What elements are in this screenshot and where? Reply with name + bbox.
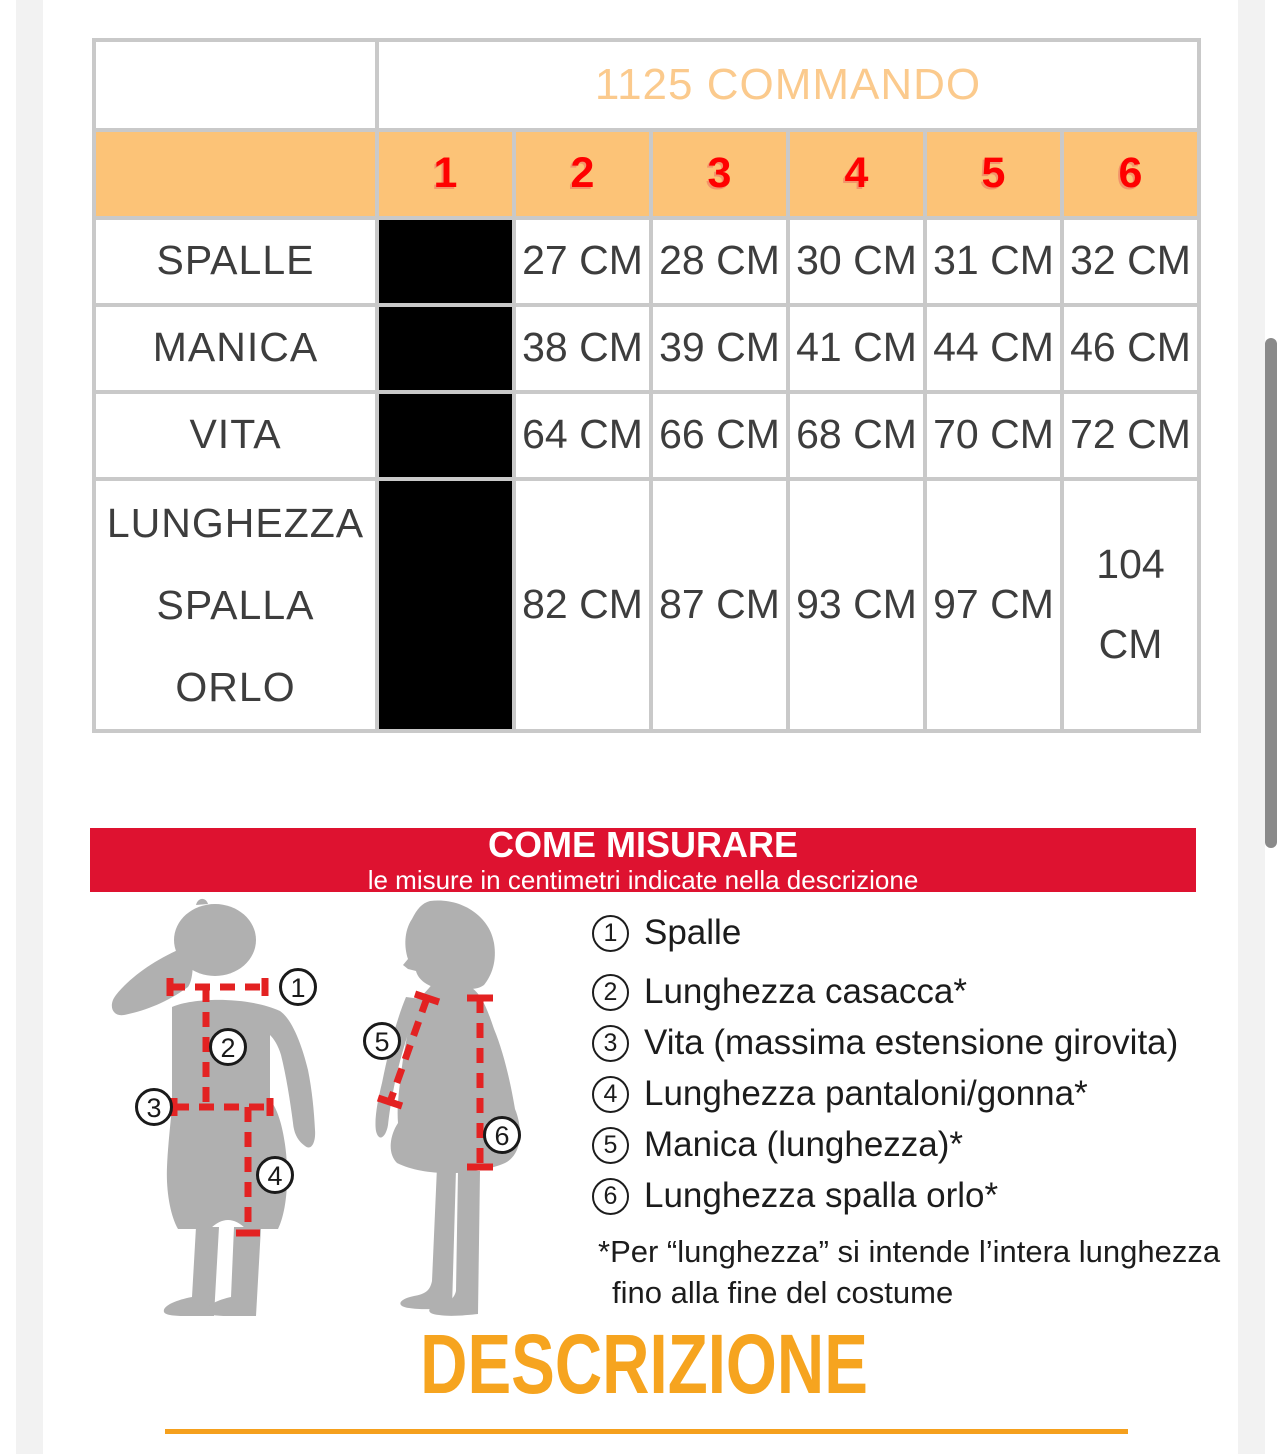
blacked-out-cell xyxy=(377,392,514,479)
row-label: VITA xyxy=(94,392,377,479)
diagram-marker-4 xyxy=(258,1158,293,1193)
measure-cell: 97 CM xyxy=(925,479,1062,731)
measure-cell: 70 CM xyxy=(925,392,1062,479)
diagram-marker-2 xyxy=(211,1030,246,1065)
measure-cell: 41 CM xyxy=(788,305,925,392)
size-header-row xyxy=(94,130,1199,218)
legend-footnote xyxy=(598,1231,1220,1313)
diagram-marker-6 xyxy=(485,1118,520,1153)
blacked-out-cell xyxy=(377,218,514,305)
legend-label: Lunghezza casacca* xyxy=(644,972,967,1011)
measure-cell: 72 CM xyxy=(1062,392,1199,479)
table-row-vita xyxy=(94,392,1199,479)
table-row-manica xyxy=(94,305,1199,392)
legend-item xyxy=(592,1177,1272,1215)
circled-number-icon: 1 xyxy=(592,915,629,952)
circled-number-icon: 2 xyxy=(592,974,629,1011)
svg-text:5: 5 xyxy=(374,1027,390,1057)
description-heading: DESCRIZIONE xyxy=(420,1317,868,1411)
circled-number-icon: 5 xyxy=(592,1127,629,1164)
size-header-4: 4 xyxy=(788,130,925,218)
row-label: SPALLE xyxy=(94,218,377,305)
footnote-line-2: fino alla fine del costume xyxy=(612,1275,954,1310)
measure-cell: 38 CM xyxy=(514,305,651,392)
measure-cell: 104 CM xyxy=(1062,479,1199,731)
svg-text:3: 3 xyxy=(146,1093,162,1123)
size-header-1: 1 xyxy=(377,130,514,218)
measure-cell: 28 CM xyxy=(651,218,788,305)
page-margin-left xyxy=(16,0,43,1454)
table-title-row xyxy=(94,40,1199,130)
legend-item xyxy=(592,1024,1272,1062)
description-underline xyxy=(165,1429,1128,1434)
size-header-5: 5 xyxy=(925,130,1062,218)
measure-cell: 68 CM xyxy=(788,392,925,479)
banner-title: COME MISURARE xyxy=(487,824,798,865)
legend-label: Spalle xyxy=(644,913,742,952)
measure-cell: 44 CM xyxy=(925,305,1062,392)
diagram-marker-5 xyxy=(365,1024,400,1059)
measure-cell: 32 CM xyxy=(1062,218,1199,305)
legend-label: Vita (massima estensione girovita) xyxy=(644,1023,1179,1062)
measure-cell: 30 CM xyxy=(788,218,925,305)
measurement-legend xyxy=(592,914,1272,1228)
legend-item xyxy=(592,973,1272,1011)
measurement-diagram xyxy=(100,895,580,1335)
how-to-measure-banner xyxy=(90,824,1196,895)
blacked-out-cell xyxy=(377,479,514,731)
size-header-6: 6 xyxy=(1062,130,1199,218)
diagram-marker-3 xyxy=(137,1090,172,1125)
table-row-lunghezza-spalla-orlo xyxy=(94,479,1199,731)
measure-cell: 39 CM xyxy=(651,305,788,392)
size-header-2: 2 xyxy=(514,130,651,218)
row-label: LUNGHEZZA SPALLA ORLO xyxy=(94,479,377,731)
measure-cell: 82 CM xyxy=(514,479,651,731)
footnote-line-1: *Per “lunghezza” si intende l’intera lunghezza xyxy=(598,1234,1221,1269)
legend-label: Lunghezza spalla orlo* xyxy=(644,1176,999,1215)
svg-text:4: 4 xyxy=(267,1161,283,1191)
svg-text:6: 6 xyxy=(494,1121,510,1151)
banner-subtitle: le misure in centimetri indicate nella descrizione xyxy=(367,865,919,895)
size-header-3: 3 xyxy=(651,130,788,218)
product-title: 1125 COMMANDO xyxy=(377,40,1199,130)
circled-number-icon: 3 xyxy=(592,1025,629,1062)
svg-text:1: 1 xyxy=(290,973,306,1003)
page-margin-right xyxy=(1238,0,1265,1454)
circled-number-icon: 4 xyxy=(592,1076,629,1113)
legend-item xyxy=(592,1075,1272,1113)
measure-cell: 66 CM xyxy=(651,392,788,479)
legend-label: Manica (lunghezza)* xyxy=(644,1125,964,1164)
description-section xyxy=(92,1317,1196,1411)
table-row-spalle xyxy=(94,218,1199,305)
svg-text:2: 2 xyxy=(220,1033,236,1063)
legend-label: Lunghezza pantaloni/gonna* xyxy=(644,1074,1088,1113)
measure-cell: 64 CM xyxy=(514,392,651,479)
diagram-marker-1 xyxy=(281,970,316,1005)
girl-silhouette xyxy=(375,900,520,1315)
row-label: MANICA xyxy=(94,305,377,392)
circled-number-icon: 6 xyxy=(592,1178,629,1215)
size-table xyxy=(92,38,1201,733)
legend-item xyxy=(592,914,1272,952)
table-corner-cell xyxy=(94,40,377,130)
measure-cell: 46 CM xyxy=(1062,305,1199,392)
measure-cell: 93 CM xyxy=(788,479,925,731)
measure-cell: 87 CM xyxy=(651,479,788,731)
size-header-empty-cell xyxy=(94,130,377,218)
measure-cell: 27 CM xyxy=(514,218,651,305)
blacked-out-cell xyxy=(377,305,514,392)
legend-item xyxy=(592,1126,1272,1164)
measure-cell: 31 CM xyxy=(925,218,1062,305)
scrollbar-thumb[interactable] xyxy=(1265,338,1277,848)
